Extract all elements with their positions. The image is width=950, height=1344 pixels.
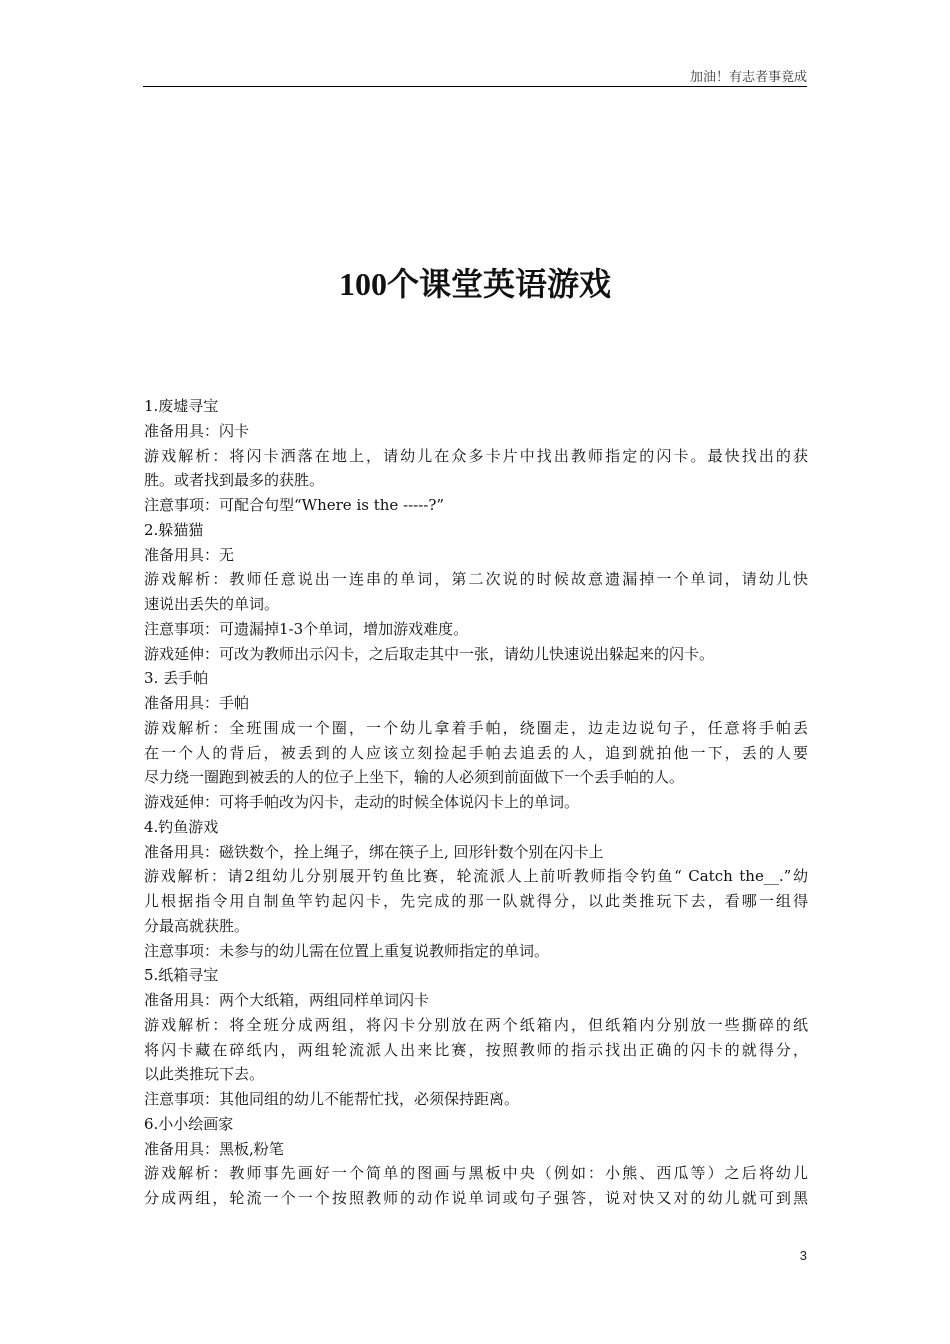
text-line: 注意事项：未参与的幼儿需在位置上重复说教师指定的单词。 [144, 941, 550, 960]
text-line: 游戏解析：将全班分成两组，将闪卡分别放在两个纸箱内，但纸箱内分别放一些撕碎的纸 [144, 1015, 808, 1034]
text-line: 游戏解析：将闪卡洒落在地上，请幼儿在众多卡片中找出教师指定的闪卡。最快找出的获 [144, 446, 808, 465]
text-line: 儿根据指令用自制鱼竿钓起闪卡，先完成的那一队就得分，以此类推玩下去，看哪一组得 [144, 892, 808, 910]
text-line: 准备用具：磁铁数个，拴上绳子，绑在筷子上, 回形针数个别在闪卡上 [144, 842, 604, 861]
page-title: 100个课堂英语游戏 [338, 266, 611, 302]
header-text: 加油！有志者事竟成 [689, 70, 807, 85]
text-line: 2.躲猫猫 [144, 520, 204, 539]
text-line: 1.废墟寻宝 [144, 397, 219, 415]
text-line: 5.纸箱寻宝 [144, 966, 219, 985]
text-line: 分最高就获胜。 [144, 916, 250, 935]
text-line: 速说出丢失的单词。 [144, 595, 280, 613]
text-line: 以此类推玩下去。 [144, 1065, 265, 1084]
header-rule [143, 86, 807, 87]
text-line: 注意事项：可配合句型“Where is the -----?” [144, 496, 445, 514]
page-number: 3 [799, 1248, 807, 1263]
text-line: 准备用具：黑板,粉笔 [144, 1139, 284, 1158]
document-body [144, 394, 808, 1211]
text-line: 胜。或者找到最多的获胜。 [144, 471, 325, 490]
text-line: 注意事项：可遗漏掉1-3个单词，增加游戏难度。 [144, 619, 469, 638]
text-line: 游戏解析：教师事先画好一个简单的图画与黑板中央（例如：小熊、西瓜等）之后将幼儿 [144, 1164, 808, 1183]
text-line: 6.小小绘画家 [144, 1114, 234, 1133]
text-line: 3. 丢手帕 [144, 669, 209, 688]
text-line: 游戏延伸：可将手帕改为闪卡，走动的时候全体说闪卡上的单词。 [144, 793, 580, 811]
text-line: 尽力绕一圈跑到被丢的人的位子上坐下，输的人必须到前面做下一个丢手帕的人。 [144, 768, 685, 787]
text-line: 注意事项：其他同组的幼儿不能帮忙找，必须保持距离。 [144, 1090, 520, 1108]
text-line: 将闪卡藏在碎纸内，两组轮流派人出来比赛，按照教师的指示找出正确的闪卡的就得分， [144, 1040, 808, 1059]
text-line: 游戏延伸：可改为教师出示闪卡，之后取走其中一张，请幼儿快速说出躲起来的闪卡。 [144, 644, 715, 663]
text-line: 准备用具：闪卡 [144, 421, 250, 440]
text-line: 游戏解析：教师任意说出一连串的单词，第二次说的时候故意遗漏掉一个单词，请幼儿快 [144, 570, 808, 589]
text-line: 游戏解析：全班围成一个圈，一个幼儿拿着手帕，绕圈走，边走边说句子，任意将手帕丢 [144, 718, 808, 737]
text-line: 游戏解析：请2组幼儿分别展开钓鱼比赛，轮流派人上前听教师指令钓鱼“ Catch the__.”幼 [144, 867, 808, 886]
text-line: 4.钓鱼游戏 [144, 817, 219, 836]
text-line: 准备用具：两个大纸箱，两组同样单词闪卡 [144, 991, 430, 1009]
text-line: 准备用具：手帕 [144, 694, 250, 712]
text-line: 在一个人的背后，被丢到的人应该立刻捡起手帕去追丢的人，追到就拍他一下，丢的人要 [144, 743, 808, 762]
text-line: 准备用具：无 [144, 545, 235, 564]
text-line: 分成两组，轮流一个一个按照教师的动作说单词或句子强答，说对快又对的幼儿就可到黑 [144, 1189, 808, 1207]
